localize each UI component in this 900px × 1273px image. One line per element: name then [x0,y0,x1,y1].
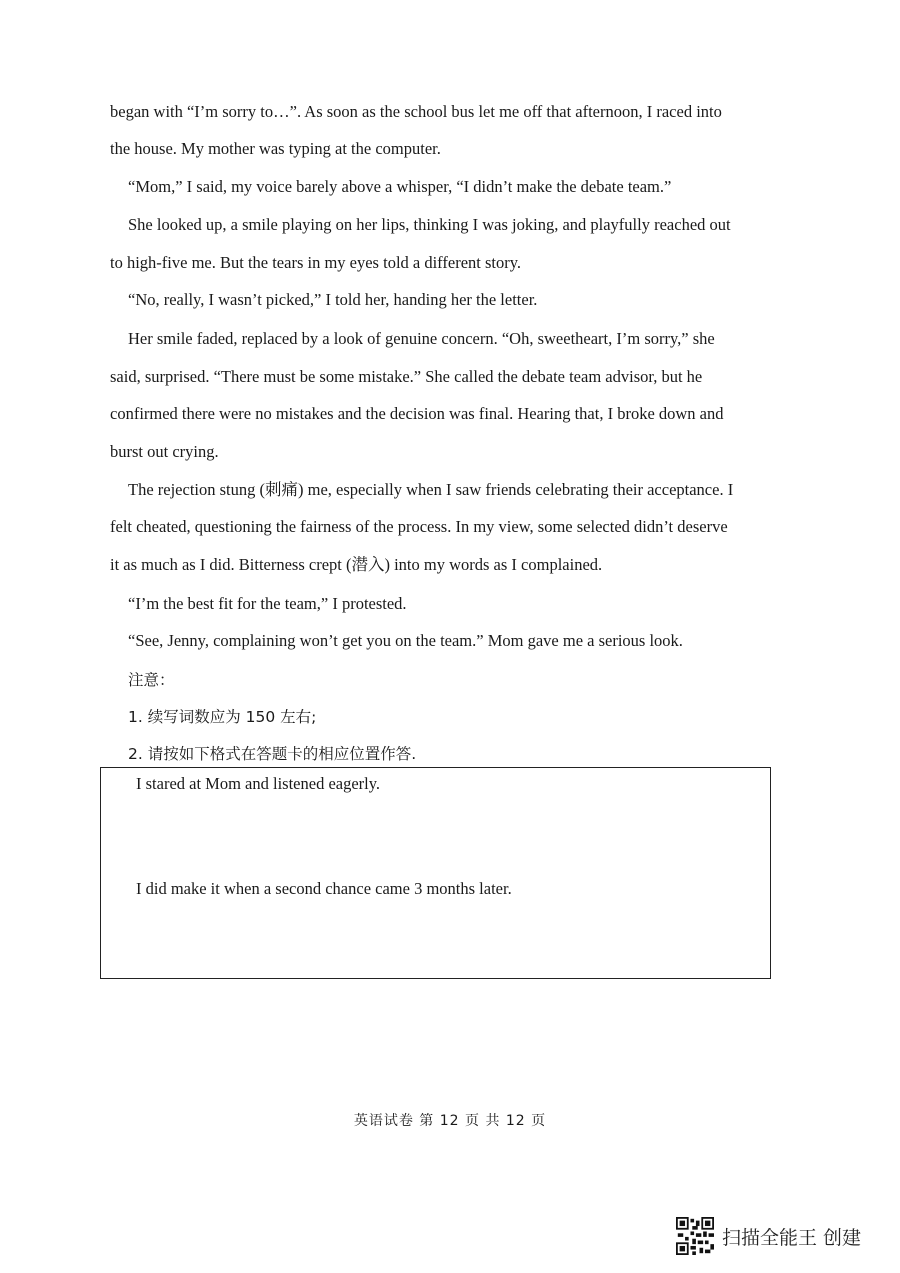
passage-line: “See, Jenny, complaining won’t get you on the team.” Mom gave me a serious look. [128,631,683,650]
passage-line: it as much as I did. Bitterness crept (潜入) into my words as I complained. [110,555,603,574]
passage-line: She looked up, a smile playing on her lips, thinking I was joking, and playfully reached out [128,215,731,234]
answer-box-second-line: I did make it when a second chance came 3 months later. [136,879,512,898]
note-item: 1. 续写词数应为 150 左右; [128,708,317,726]
passage-line: burst out crying. [110,442,219,461]
answer-box [100,767,771,979]
answer-box-opening-line: I stared at Mom and listened eagerly. [136,774,381,793]
qr-code-icon [676,1217,714,1255]
passage-line: confirmed there were no mistakes and the decision was final. Hearing that, I broke down and [110,404,724,423]
passage-line: began with “I’m sorry to…”. As soon as the school bus let me off that afternoon, I raced into [110,102,722,121]
passage-line: “No, really, I wasn’t picked,” I told her, handing her the letter. [128,290,538,309]
passage-line: said, surprised. “There must be some mistake.” She called the debate team advisor, but he [110,367,703,386]
watermark-text: 扫描全能王 创建 [722,1226,862,1249]
passage-line: the house. My mother was typing at the computer. [110,139,441,158]
notes-heading: 注意： [128,671,175,689]
passage-line: “I’m the best fit for the team,” I protested. [128,594,407,613]
note-item: 2. 请按如下格式在答题卡的相应位置作答. [128,745,417,763]
page-footer: 英语试卷 第 12 页 共 12 页 [353,1113,547,1129]
passage-line: felt cheated, questioning the fairness of the process. In my view, some selected didn’t deserve [110,517,728,536]
passage-line: “Mom,” I said, my voice barely above a whisper, “I didn’t make the debate team.” [128,177,672,196]
passage-line: The rejection stung (刺痛) me, especially when I saw friends celebrating their acceptance. I [128,480,734,499]
scanner-watermark [676,1217,861,1255]
passage-line: to high-five me. But the tears in my eyes told a different story. [110,253,522,272]
passage-line: Her smile faded, replaced by a look of genuine concern. “Oh, sweetheart, I’m sorry,” she [128,329,715,348]
